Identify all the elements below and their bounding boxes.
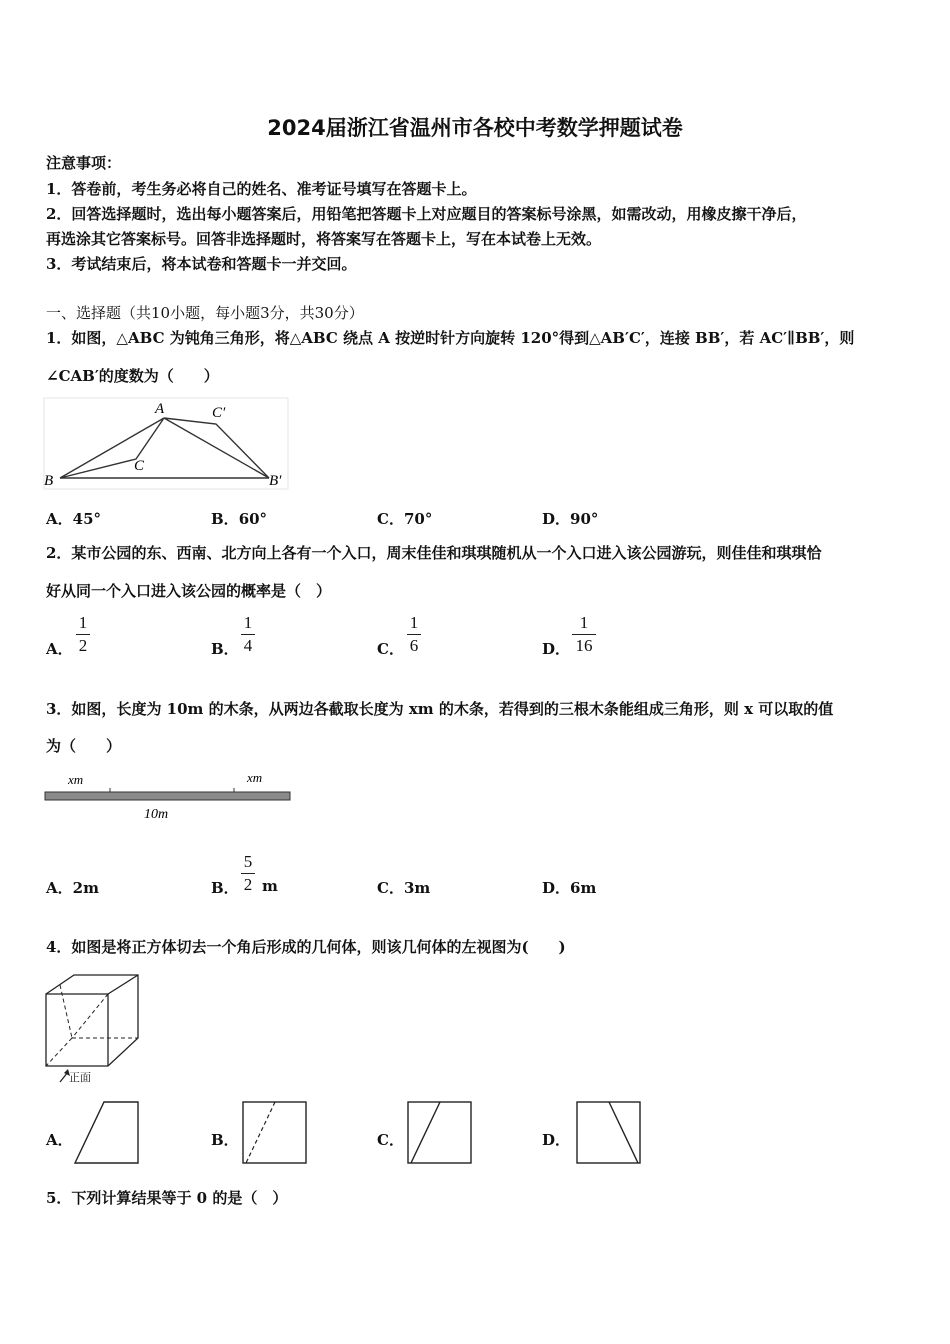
q3-label-left: xm xyxy=(68,772,84,787)
q1-option-a[interactable]: A．45° xyxy=(46,510,102,528)
q2-option-b-fraction: 1 4 xyxy=(241,613,255,656)
q4-option-b[interactable]: B． xyxy=(211,1131,239,1149)
notice-item-2-cont: 再选涂其它答案标号。回答非选择题时，将答案写在答题卡上，写在本试卷上无效。 xyxy=(46,230,602,248)
q3-stem-line2: 为（ ） xyxy=(46,737,122,755)
q2-option-b[interactable]: B． xyxy=(211,640,239,658)
q1-label-b: B xyxy=(44,473,54,489)
q4-option-d[interactable]: D． xyxy=(542,1131,571,1149)
notice-heading: 注意事项： xyxy=(46,154,122,172)
q1-label-c: C xyxy=(134,458,145,474)
q2-option-a-fraction: 1 2 xyxy=(76,613,90,656)
notice-item-1: 1．答卷前，考生务必将自己的姓名、准考证号填写在答题卡上。 xyxy=(46,180,477,198)
section-heading: 一、选择题（共10小题，每小题3分，共30分） xyxy=(46,304,364,322)
q4-stem-line1: 4．如图是将正方体切去一个角后形成的几何体，则该几何体的左视图为( ) xyxy=(46,938,566,956)
q2-option-d[interactable]: D． xyxy=(542,640,571,658)
q2-stem-line1: 2．某市公园的东、西南、北方向上各有一个入口，周末佳佳和琪琪随机从一个入口进入该公园游玩，则佳佳和琪琪恰 xyxy=(46,544,822,562)
q1-stem-line1: 1．如图，△ABC 为钝角三角形，将△ABC 绕点 A 按逆时针方向旋转 120°得到△AB′C′，连接 BB′，若 AC′∥BB′，则 xyxy=(46,329,855,347)
q3-option-d[interactable]: D．6m xyxy=(542,879,597,897)
q2-option-d-fraction: 1 16 xyxy=(572,613,596,656)
q1-option-d[interactable]: D．90° xyxy=(542,510,599,528)
q2-stem-line2: 好从同一个入口进入该公园的概率是（ ） xyxy=(46,582,332,600)
q3-option-b-unit: m xyxy=(262,877,278,895)
q4-option-c[interactable]: C． xyxy=(377,1131,404,1149)
q2-option-a[interactable]: A． xyxy=(46,640,73,658)
q4-option-a-figure xyxy=(74,1101,140,1165)
notice-item-2: 2．回答选择题时，选出每小题答案后，用铅笔把答题卡上对应题目的答案标号涂黑，如需改动，用橡皮擦干净后， xyxy=(46,205,807,223)
q1-option-c[interactable]: C．70° xyxy=(377,510,433,528)
q4-front-label: 正面 xyxy=(69,1071,91,1084)
q3-option-a[interactable]: A．2m xyxy=(46,879,99,897)
q3-stem-line1: 3．如图，长度为 10m 的木条，从两边各截取长度为 xm 的木条，若得到的三根木条能组成三角形，则 x 可以取的值 xyxy=(46,700,834,718)
q3-option-c[interactable]: C．3m xyxy=(377,879,431,897)
q1-label-c-prime: C′ xyxy=(212,405,226,421)
page-title: 2024届浙江省温州市各校中考数学押题试卷 xyxy=(267,116,683,140)
q1-triangle-figure xyxy=(44,398,289,490)
q4-cut-cube-figure xyxy=(44,972,144,1086)
notice-item-3: 3．考试结束后，将本试卷和答题卡一并交回。 xyxy=(46,255,357,273)
q3-option-b[interactable]: B． xyxy=(211,879,239,897)
q1-label-a: A xyxy=(155,401,165,417)
q3-label-total: 10m xyxy=(144,807,169,822)
q4-option-a[interactable]: A． xyxy=(46,1131,73,1149)
q1-label-b-prime: B′ xyxy=(269,473,282,489)
q2-option-c[interactable]: C． xyxy=(377,640,404,658)
q3-label-right: xm xyxy=(247,770,263,785)
q4-option-b-figure xyxy=(242,1101,308,1165)
q1-option-b[interactable]: B．60° xyxy=(211,510,268,528)
q3-stick-figure xyxy=(44,768,292,824)
q3-option-b-fraction: 5 2 xyxy=(241,852,255,895)
q1-stem-line2: ∠CAB′的度数为（ ） xyxy=(46,367,219,385)
q4-option-c-figure xyxy=(407,1101,473,1165)
q5-stem-line1: 5．下列计算结果等于 0 的是（ ） xyxy=(46,1189,288,1207)
q2-option-c-fraction: 1 6 xyxy=(407,613,421,656)
q4-option-d-figure xyxy=(576,1101,642,1165)
